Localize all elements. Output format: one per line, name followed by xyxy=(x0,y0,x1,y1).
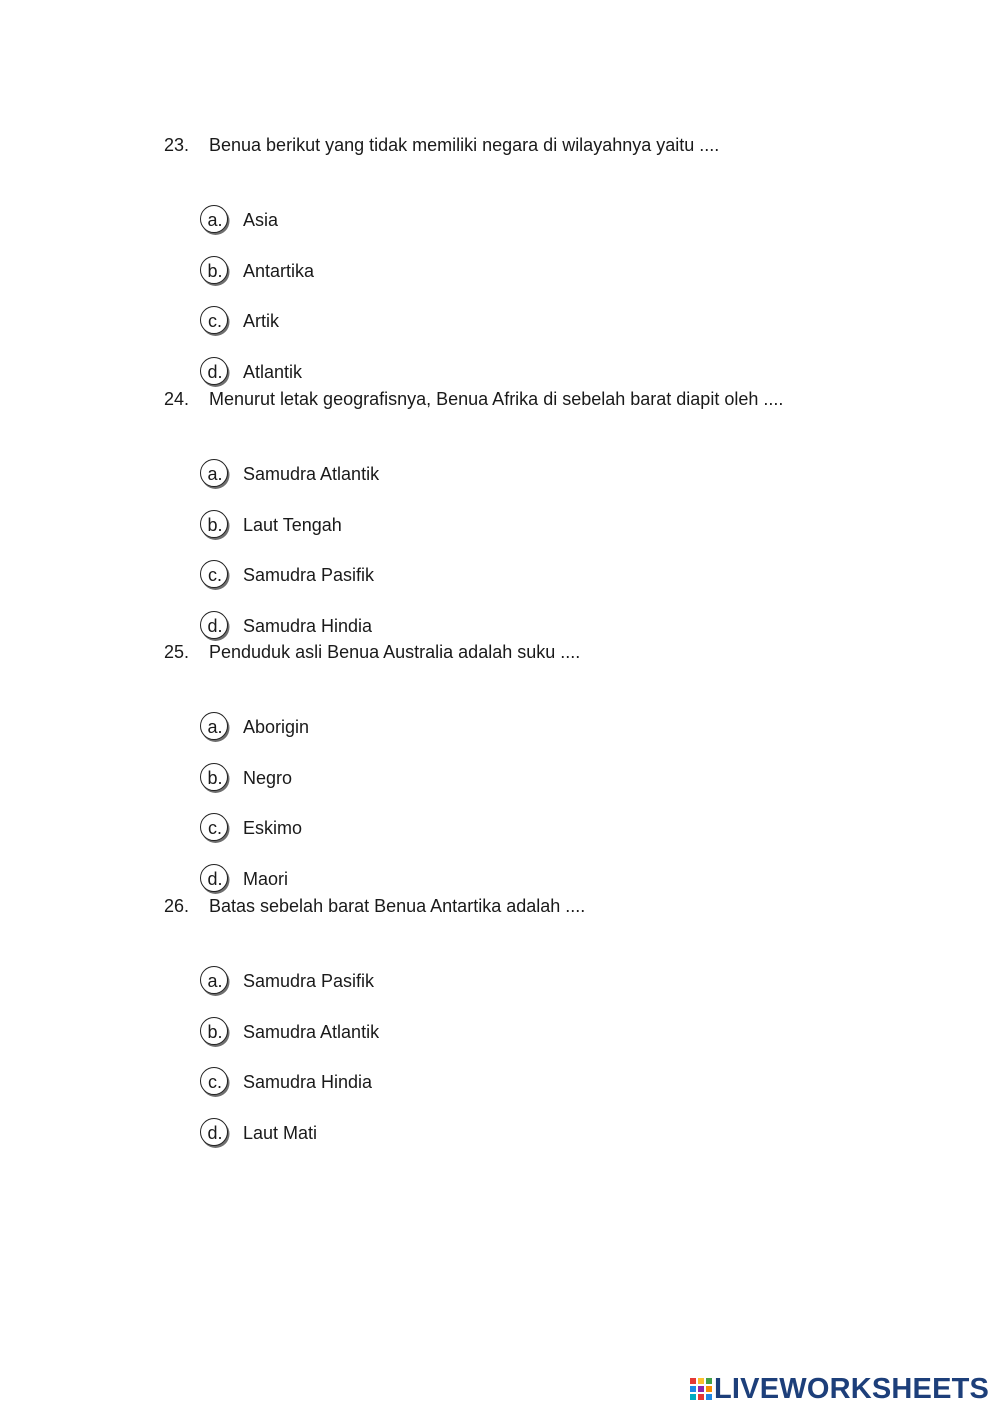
option-text: Artik xyxy=(243,311,279,331)
question-number: 24. xyxy=(164,389,190,409)
question-26 xyxy=(164,894,944,1143)
option-letter: b. xyxy=(207,768,223,788)
option-text: Eskimo xyxy=(243,818,303,838)
option-letter: d. xyxy=(207,869,223,889)
option-letter: d. xyxy=(207,362,223,382)
question-line xyxy=(164,387,944,411)
option-b[interactable] xyxy=(200,763,800,795)
option-letter: a. xyxy=(207,717,223,737)
question-number: 23. xyxy=(164,135,190,155)
option-letter: c. xyxy=(207,311,222,331)
question-number: 26. xyxy=(164,896,190,916)
option-letter: c. xyxy=(207,818,222,838)
question-line xyxy=(164,894,944,918)
option-letter: d. xyxy=(207,616,223,636)
option-c[interactable] xyxy=(200,1067,800,1099)
option-letter: c. xyxy=(207,565,222,585)
option-letter: d. xyxy=(207,1123,223,1143)
option-text: Asia xyxy=(243,210,279,230)
option-c[interactable] xyxy=(200,813,800,845)
option-text: Laut Tengah xyxy=(243,515,342,535)
option-text: Aborigin xyxy=(243,717,310,737)
question-line xyxy=(164,640,944,664)
liveworksheets-logo[interactable] xyxy=(690,1372,990,1406)
option-c[interactable] xyxy=(200,560,800,592)
option-text: Samudra Atlantik xyxy=(243,1022,380,1042)
liveworksheets-mark-icon xyxy=(690,1378,712,1400)
option-letter: b. xyxy=(207,261,223,281)
option-text: Atlantik xyxy=(243,362,303,382)
option-d[interactable] xyxy=(200,611,800,643)
option-text: Samudra Pasifik xyxy=(243,971,375,991)
option-letter: b. xyxy=(207,515,223,535)
option-text: Samudra Hindia xyxy=(243,1072,373,1092)
question-text: Benua berikut yang tidak memiliki negara di wilayahnya yaitu .... xyxy=(209,135,720,155)
option-text: Antartika xyxy=(243,261,315,281)
question-line xyxy=(164,133,944,157)
option-letter: a. xyxy=(207,210,223,230)
option-letter: c. xyxy=(207,1072,222,1092)
option-text: Laut Mati xyxy=(243,1123,318,1143)
option-a[interactable] xyxy=(200,205,800,237)
option-a[interactable] xyxy=(200,459,800,491)
logo-text: LIVEWORKSHEETS xyxy=(714,1373,990,1405)
option-text: Maori xyxy=(243,869,289,889)
option-letter: b. xyxy=(207,1022,223,1042)
option-d[interactable] xyxy=(200,864,800,896)
question-text: Batas sebelah barat Benua Antartika adalah .... xyxy=(209,896,586,916)
option-c[interactable] xyxy=(200,306,800,338)
question-text: Menurut letak geografisnya, Benua Afrika di sebelah barat diapit oleh .... xyxy=(209,389,784,409)
option-a[interactable] xyxy=(200,712,800,744)
question-25 xyxy=(164,640,944,889)
question-24 xyxy=(164,387,944,636)
question-23 xyxy=(164,133,944,382)
option-text: Samudra Atlantik xyxy=(243,464,380,484)
question-number: 25. xyxy=(164,642,190,662)
option-b[interactable] xyxy=(200,1017,800,1049)
option-text: Negro xyxy=(243,768,293,788)
option-a[interactable] xyxy=(200,966,800,998)
option-letter: a. xyxy=(207,464,223,484)
option-b[interactable] xyxy=(200,256,800,288)
option-b[interactable] xyxy=(200,510,800,542)
option-letter: a. xyxy=(207,971,223,991)
option-text: Samudra Pasifik xyxy=(243,565,375,585)
question-text: Penduduk asli Benua Australia adalah suku .... xyxy=(209,642,581,662)
option-text: Samudra Hindia xyxy=(243,616,373,636)
option-d[interactable] xyxy=(200,1118,800,1150)
option-d[interactable] xyxy=(200,357,800,389)
